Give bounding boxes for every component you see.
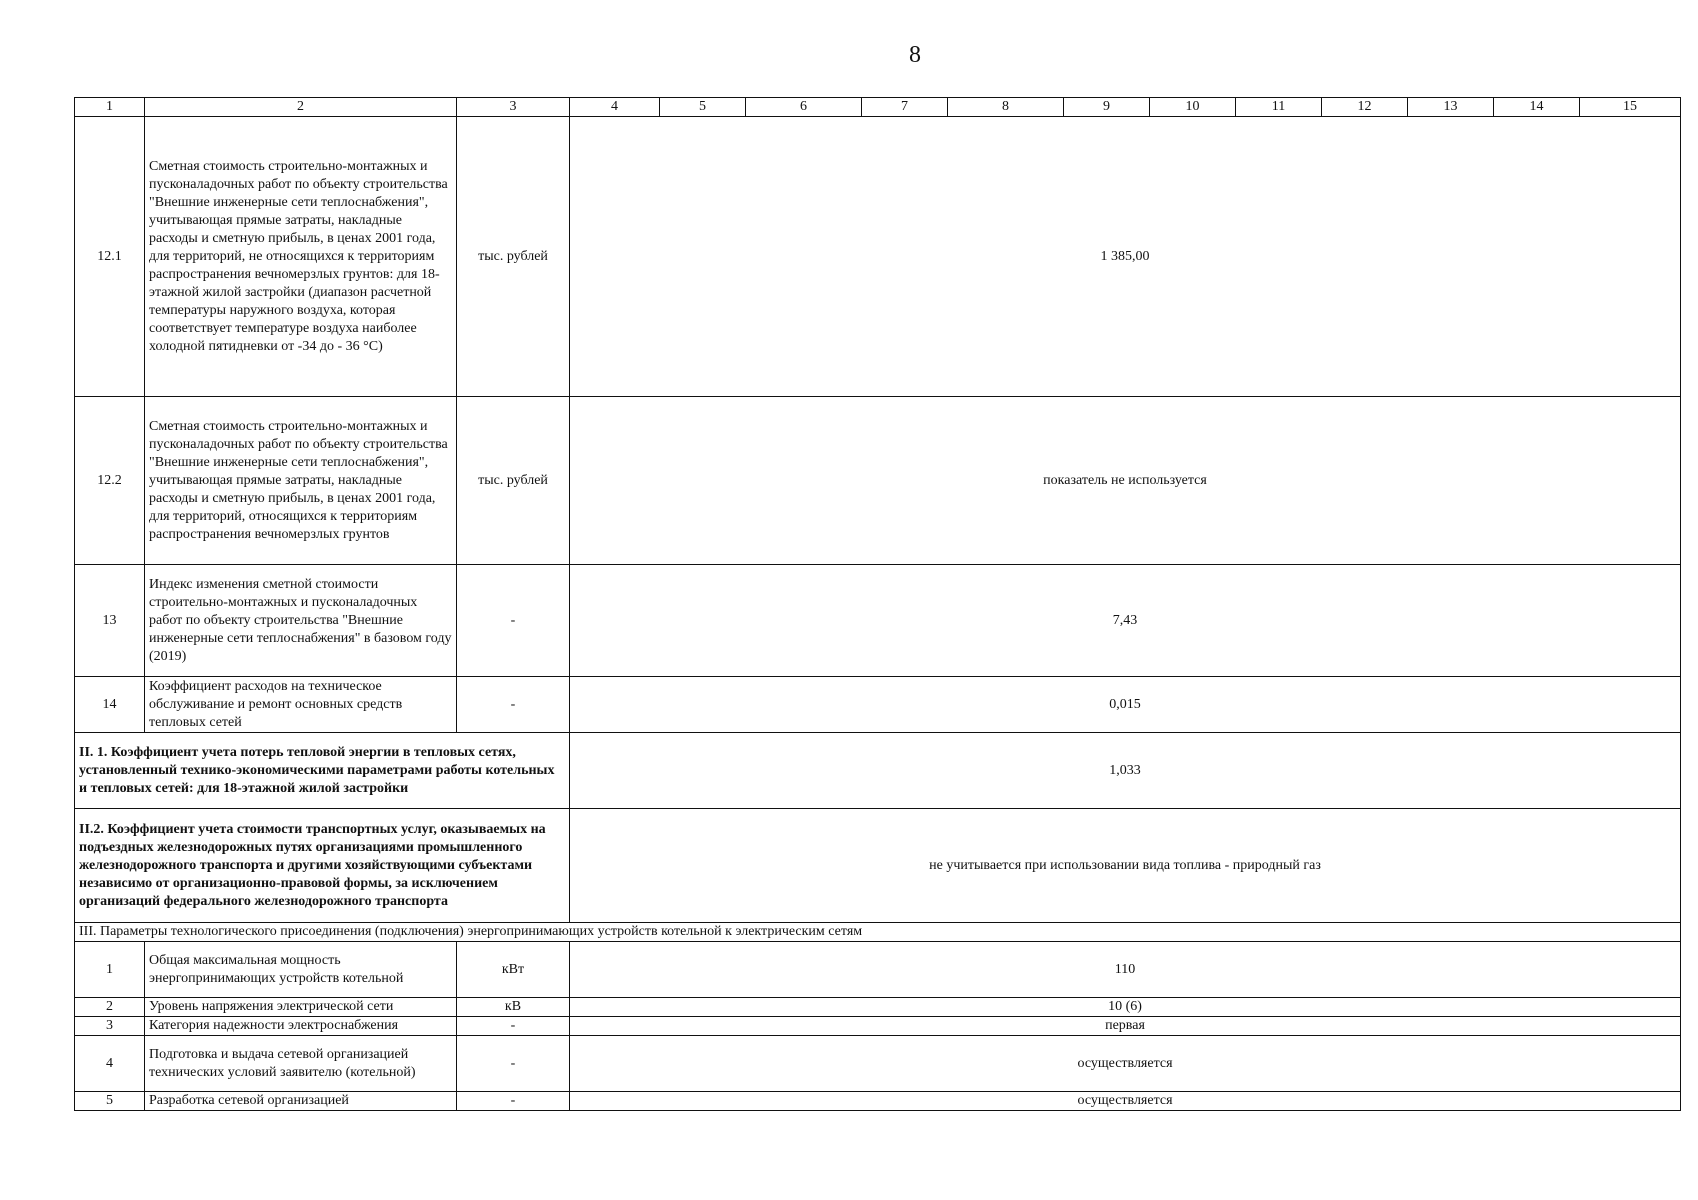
section-header-row: [75, 923, 1681, 942]
column-number: 13: [1408, 98, 1494, 117]
row-unit: тыс. рублей: [457, 397, 570, 565]
column-number: 9: [1064, 98, 1150, 117]
column-number: 7: [862, 98, 948, 117]
row-name: Сметная стоимость строительно-монтажных и пусконаладочных работ по объекту строительства "Внешние инженерные сети теплоснабжения", учитывающая прямые затраты, накладные расходы и сметную прибыль, в ценах 2001 года, для территорий, относящихся к территориям распространения вечномерзлых грунтов: [145, 397, 457, 565]
table-row: [75, 1036, 1681, 1092]
table-row: [75, 565, 1681, 677]
column-number: 12: [1322, 98, 1408, 117]
section-value: 1,033: [570, 733, 1681, 809]
row-name: Разработка сетевой организацией: [145, 1092, 457, 1111]
row-number: 13: [75, 565, 145, 677]
table-row: [75, 1092, 1681, 1111]
column-number: 11: [1236, 98, 1322, 117]
column-number: 14: [1494, 98, 1580, 117]
table-row: [75, 117, 1681, 397]
page-number: 8: [909, 42, 921, 68]
table-row: [75, 998, 1681, 1017]
table-row: [75, 677, 1681, 733]
row-value: показатель не используется: [570, 397, 1681, 565]
row-value: осуществляется: [570, 1036, 1681, 1092]
row-name: Общая максимальная мощность энергопринимающих устройств котельной: [145, 942, 457, 998]
row-number: 12.2: [75, 397, 145, 565]
row-number: 14: [75, 677, 145, 733]
section-row: [75, 733, 1681, 809]
row-unit: кВт: [457, 942, 570, 998]
row-value: 10 (6): [570, 998, 1681, 1017]
section-label: II.2. Коэффициент учета стоимости транспортных услуг, оказываемых на подъездных железнодорожных путях организациями промышленного железнодорожного транспорта и другими хозяйствующими субъектами независимо от организационно-правовой формы, за исключением организаций федерального железнодорожного транспорта: [75, 809, 570, 923]
row-value: осуществляется: [570, 1092, 1681, 1111]
column-numbers-row: [75, 98, 1681, 117]
section-value: не учитывается при использовании вида топлива - природный газ: [570, 809, 1681, 923]
column-number: 1: [75, 98, 145, 117]
section-title: III. Параметры технологического присоединения (подключения) энергопринимающих устройств котельной к электрическим сетям: [75, 923, 1681, 942]
row-number: 2: [75, 998, 145, 1017]
section-row: [75, 809, 1681, 923]
indicator-table: [74, 97, 1681, 1111]
row-unit: кВ: [457, 998, 570, 1017]
row-name: Индекс изменения сметной стоимости строительно-монтажных и пусконаладочных работ по объекту строительства "Внешние инженерные сети теплоснабжения" в базовом году (2019): [145, 565, 457, 677]
column-number: 8: [948, 98, 1064, 117]
row-value: 110: [570, 942, 1681, 998]
table-row: [75, 942, 1681, 998]
column-number: 15: [1580, 98, 1681, 117]
row-unit: тыс. рублей: [457, 117, 570, 397]
row-name: Коэффициент расходов на техническое обслуживание и ремонт основных средств тепловых сетей: [145, 677, 457, 733]
column-number: 6: [746, 98, 862, 117]
row-number: 3: [75, 1017, 145, 1036]
row-name: Сметная стоимость строительно-монтажных и пусконаладочных работ по объекту строительства "Внешние инженерные сети теплоснабжения", учитывающая прямые затраты, накладные расходы и сметную прибыль, в ценах 2001 года, для территорий, не относящихся к территориям распространения вечномерзлых грунтов: для 18-этажной жилой застройки (диапазон расчетной температуры наружного воздуха, которая соответствует температуре воздуха наиболее холодной пятидневки от -34 до - 36 °С): [145, 117, 457, 397]
row-value: 0,015: [570, 677, 1681, 733]
row-unit: -: [457, 1092, 570, 1111]
column-number: 5: [660, 98, 746, 117]
table-row: [75, 1017, 1681, 1036]
row-name: Категория надежности электроснабжения: [145, 1017, 457, 1036]
row-value: 1 385,00: [570, 117, 1681, 397]
column-number: 3: [457, 98, 570, 117]
row-number: 1: [75, 942, 145, 998]
table-row: [75, 397, 1681, 565]
row-unit: -: [457, 677, 570, 733]
row-name: Подготовка и выдача сетевой организацией технических условий заявителю (котельной): [145, 1036, 457, 1092]
row-number: 12.1: [75, 117, 145, 397]
column-number: 4: [570, 98, 660, 117]
row-unit: -: [457, 565, 570, 677]
row-unit: -: [457, 1017, 570, 1036]
row-unit: -: [457, 1036, 570, 1092]
row-name: Уровень напряжения электрической сети: [145, 998, 457, 1017]
row-number: 4: [75, 1036, 145, 1092]
section-label: II. 1. Коэффициент учета потерь тепловой энергии в тепловых сетях, установленный технико-экономическими параметрами работы котельных и тепловых сетей: для 18-этажной жилой застройки: [75, 733, 570, 809]
column-number: 10: [1150, 98, 1236, 117]
row-value: 7,43: [570, 565, 1681, 677]
row-value: первая: [570, 1017, 1681, 1036]
row-number: 5: [75, 1092, 145, 1111]
column-number: 2: [145, 98, 457, 117]
